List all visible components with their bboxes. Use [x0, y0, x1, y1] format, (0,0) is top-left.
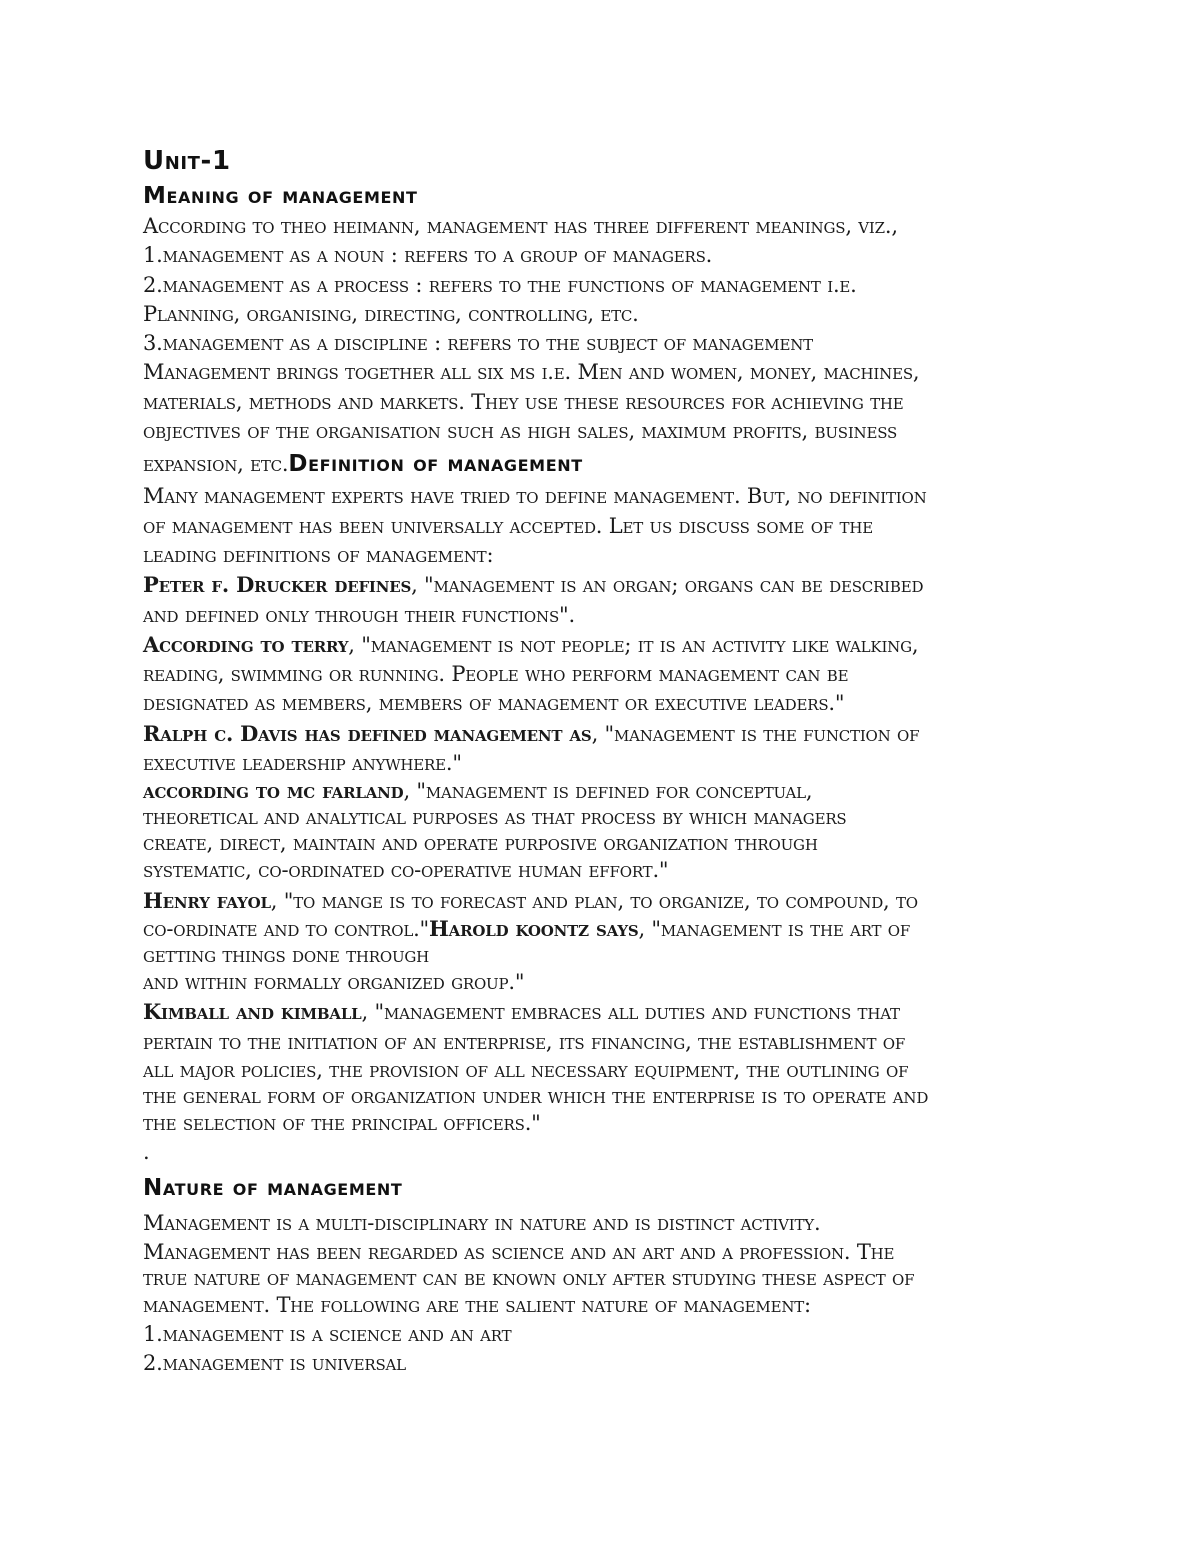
kimball-definition-cont: pertain to the initiation of an enterprise, its financing, the establishment of [143, 1029, 906, 1054]
davis-definition-cont: executive leadership anywhere." [143, 751, 462, 776]
drucker-text: , "management is an organ; organs can be described [411, 573, 924, 598]
farland-definition-cont: theoretical and analytical purposes as that process by which managers [143, 805, 847, 830]
fayol-definition [143, 886, 1038, 916]
terry-text: , "management is not people; it is an activity like walking, [348, 632, 919, 657]
kimball-text: , "management embraces all duties and functions that [361, 1000, 900, 1025]
koontz-definition-cont: and within formally organized group." [143, 969, 525, 994]
fayol-name: Henry fayol [143, 887, 271, 913]
koontz-text: , "management is the art of [638, 916, 911, 941]
meaning-line: materials, methods and markets. They use these resources for achieving the [143, 389, 904, 414]
kimball-definition [143, 997, 1038, 1027]
definition-intro-line: Many management experts have tried to define management. But, no definition [143, 484, 927, 509]
drucker-name: Peter f. Drucker defines [143, 572, 412, 598]
meaning-line: According to theo heimann, management has three different meanings, viz., [143, 214, 898, 238]
definition-intro-line: leading definitions of management: [143, 542, 494, 567]
nature-line: 1.management is a science and an art [143, 1322, 512, 1347]
nature-line: true nature of management can be known only after studying these aspect of [143, 1265, 915, 1290]
terry-definition [143, 630, 1038, 660]
nature-line: Management has been regarded as science and an art and a profession. The [143, 1239, 895, 1264]
farland-definition-cont: create, direct, maintain and operate purposive organization through [143, 831, 818, 856]
meaning-last-line [143, 446, 1038, 482]
farland-definition-cont: systematic, co-ordinated co-operative human effort." [143, 858, 669, 883]
terry-definition-cont: reading, swimming or running. People who perform management can be [143, 662, 849, 687]
farland-name: according to mc farland [143, 778, 404, 804]
drucker-definition-cont: and defined only through their functions". [143, 602, 575, 627]
unit-title: Unit-1 [143, 146, 231, 176]
definition-intro-line: of management has been universally accepted. Let us discuss some of the [143, 513, 873, 538]
terry-definition-cont: designated as members, members of management or executive leaders." [143, 691, 845, 716]
davis-name: Ralph c. Davis has defined management as [143, 720, 592, 746]
fayol-text-cont: co-ordinate and to control." [143, 916, 430, 941]
terry-name: According to terry [143, 631, 349, 657]
farland-definition [143, 778, 1038, 804]
meaning-line: Planning, organising, directing, controlling, etc. [143, 301, 639, 326]
kimball-definition-cont: all major policies, the provision of all necessary equipment, the outlining of [143, 1057, 909, 1082]
kimball-name: Kimball and kimball [143, 999, 362, 1025]
fayol-koontz-line [143, 916, 1038, 942]
nature-heading: Nature of management [143, 1175, 403, 1202]
document-body [143, 142, 1038, 1379]
nature-line: Management is a multi-disciplinary in nature and is distinct activity. [143, 1211, 821, 1236]
meaning-line: 3.management as a discipline : refers to the subject of management [143, 331, 813, 356]
meaning-line: 2.management as a process : refers to the functions of management i.e. [143, 272, 857, 297]
definition-heading: Definition of management [288, 451, 583, 478]
drucker-definition [143, 570, 1038, 600]
kimball-definition-cont: the general form of organization under which the enterprise is to operate and [143, 1083, 929, 1108]
separator-dot: . [143, 1140, 150, 1165]
meaning-line: 1.management as a noun : refers to a group of managers. [143, 243, 713, 268]
davis-definition [143, 719, 1038, 749]
kimball-definition-cont: the selection of the principal officers." [143, 1110, 541, 1135]
fayol-text: , "to mange is to forecast and plan, to organize, to compound, to [270, 888, 918, 913]
davis-text: , "management is the function of [591, 721, 920, 746]
farland-text: , "management is defined for conceptual, [403, 779, 813, 804]
koontz-name: Harold koontz says [429, 915, 639, 941]
meaning-line: objectives of the organisation such as high sales, maximum profits, business [143, 419, 898, 444]
meaning-last-text: expansion, etc. [143, 452, 289, 477]
nature-line: management. The following are the salient nature of management: [143, 1292, 811, 1317]
nature-line: 2.management is universal [143, 1351, 406, 1376]
meaning-heading: Meaning of management [143, 183, 418, 209]
koontz-definition-cont: getting things done through [143, 942, 430, 967]
meaning-line: Management brings together all six ms i.e. Men and women, money, machines, [143, 360, 920, 385]
